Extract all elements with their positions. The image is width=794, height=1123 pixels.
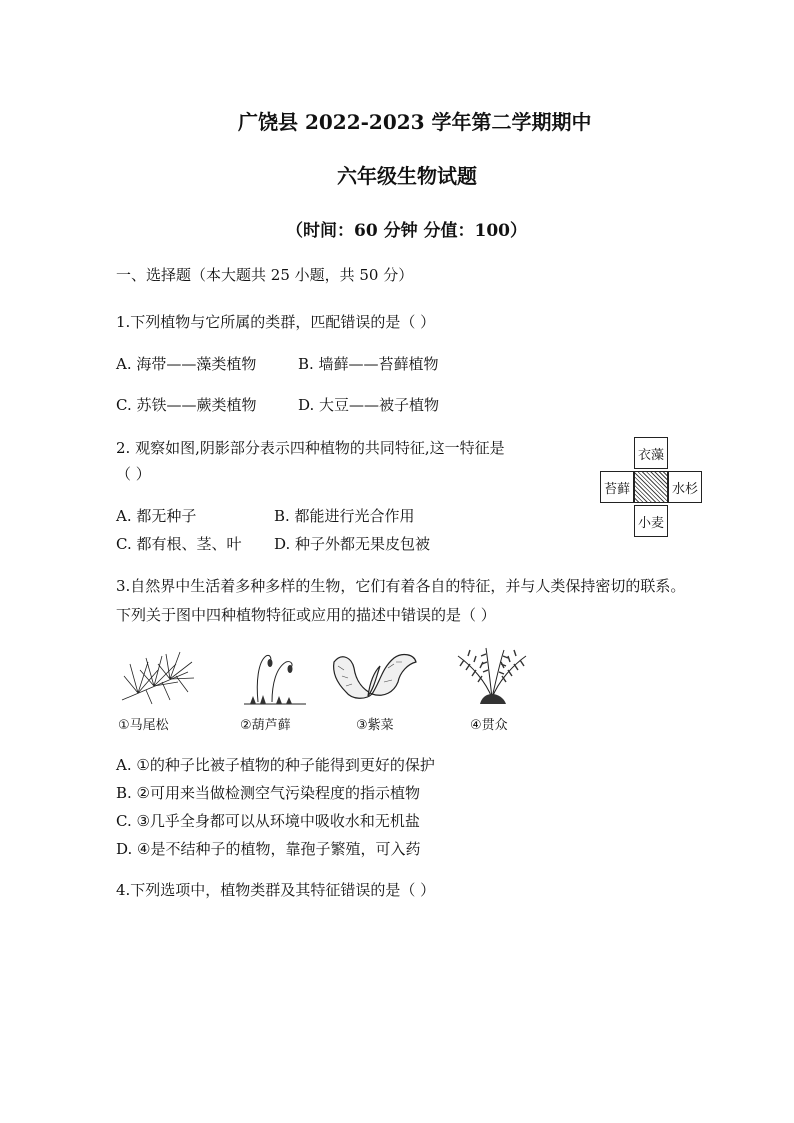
diagram-cell-shaded (634, 471, 668, 503)
q2-option-a: A. 都无种子 (116, 507, 197, 525)
pine-illustration (118, 642, 198, 710)
q2-option-b: B. 都能进行光合作用 (274, 507, 415, 525)
q3-option-a: A. ①的种子比被子植物的种子能得到更好的保护 (116, 756, 435, 774)
q1-option-d: D. 大豆——被子植物 (298, 396, 440, 414)
q3-option-c: C. ③几乎全身都可以从环境中吸收水和无机盐 (116, 812, 420, 830)
exam-title: 广饶县 2022-2023 学年第二学期期中 (238, 110, 592, 134)
exam-subtitle: 六年级生物试题 (337, 164, 477, 188)
plant-caption-2: ②葫芦藓 (240, 718, 291, 733)
q1-option-c: C. 苏铁——蕨类植物 (116, 396, 257, 414)
plant-caption-1: ①马尾松 (118, 718, 169, 733)
q2-stem-line2: （ ） (116, 465, 151, 483)
exam-info: （时间：60 分钟 分值：100） (286, 221, 527, 241)
q1-stem: 1.下列植物与它所属的类群，匹配错误的是（ ） (116, 313, 436, 331)
section-heading: 一、选择题（本大题共 25 小题，共 50 分） (116, 266, 414, 284)
q2-option-c: C. 都有根、茎、叶 (116, 535, 242, 553)
diagram-cell-left: 苔藓 (600, 471, 634, 503)
q3-stem-line2: 下列关于图中四种植物特征或应用的描述中错误的是（ ） (116, 606, 496, 624)
plant-cross-diagram (600, 437, 704, 537)
fern-illustration (452, 642, 532, 710)
plant-caption-3: ③紫菜 (356, 718, 394, 733)
diagram-cell-bottom: 小麦 (634, 505, 668, 537)
q2-stem-line1: 2. 观察如图,阴影部分表示四种植物的共同特征,这一特征是 (116, 439, 505, 457)
plant-caption-4: ④贯众 (470, 718, 508, 733)
q3-stem-line1: 3.自然界中生活着多种多样的生物，它们有着各自的特征，并与人类保持密切的联系。 (116, 577, 686, 595)
diagram-cell-right: 水杉 (668, 471, 702, 503)
diagram-cell-top: 衣藻 (634, 437, 668, 469)
q2-option-d: D. 种子外都无果皮包被 (274, 535, 431, 553)
q1-option-b: B. 墙藓——苔藓植物 (298, 355, 439, 373)
q1-option-a: A. 海带——藻类植物 (116, 355, 257, 373)
q4-stem: 4.下列选项中，植物类群及其特征错误的是（ ） (116, 881, 436, 899)
q3-option-b: B. ②可用来当做检测空气污染程度的指示植物 (116, 784, 421, 802)
moss-illustration (236, 642, 316, 710)
q3-option-d: D. ④是不结种子的植物，靠孢子繁殖，可入药 (116, 840, 421, 858)
laver-illustration (328, 642, 420, 710)
